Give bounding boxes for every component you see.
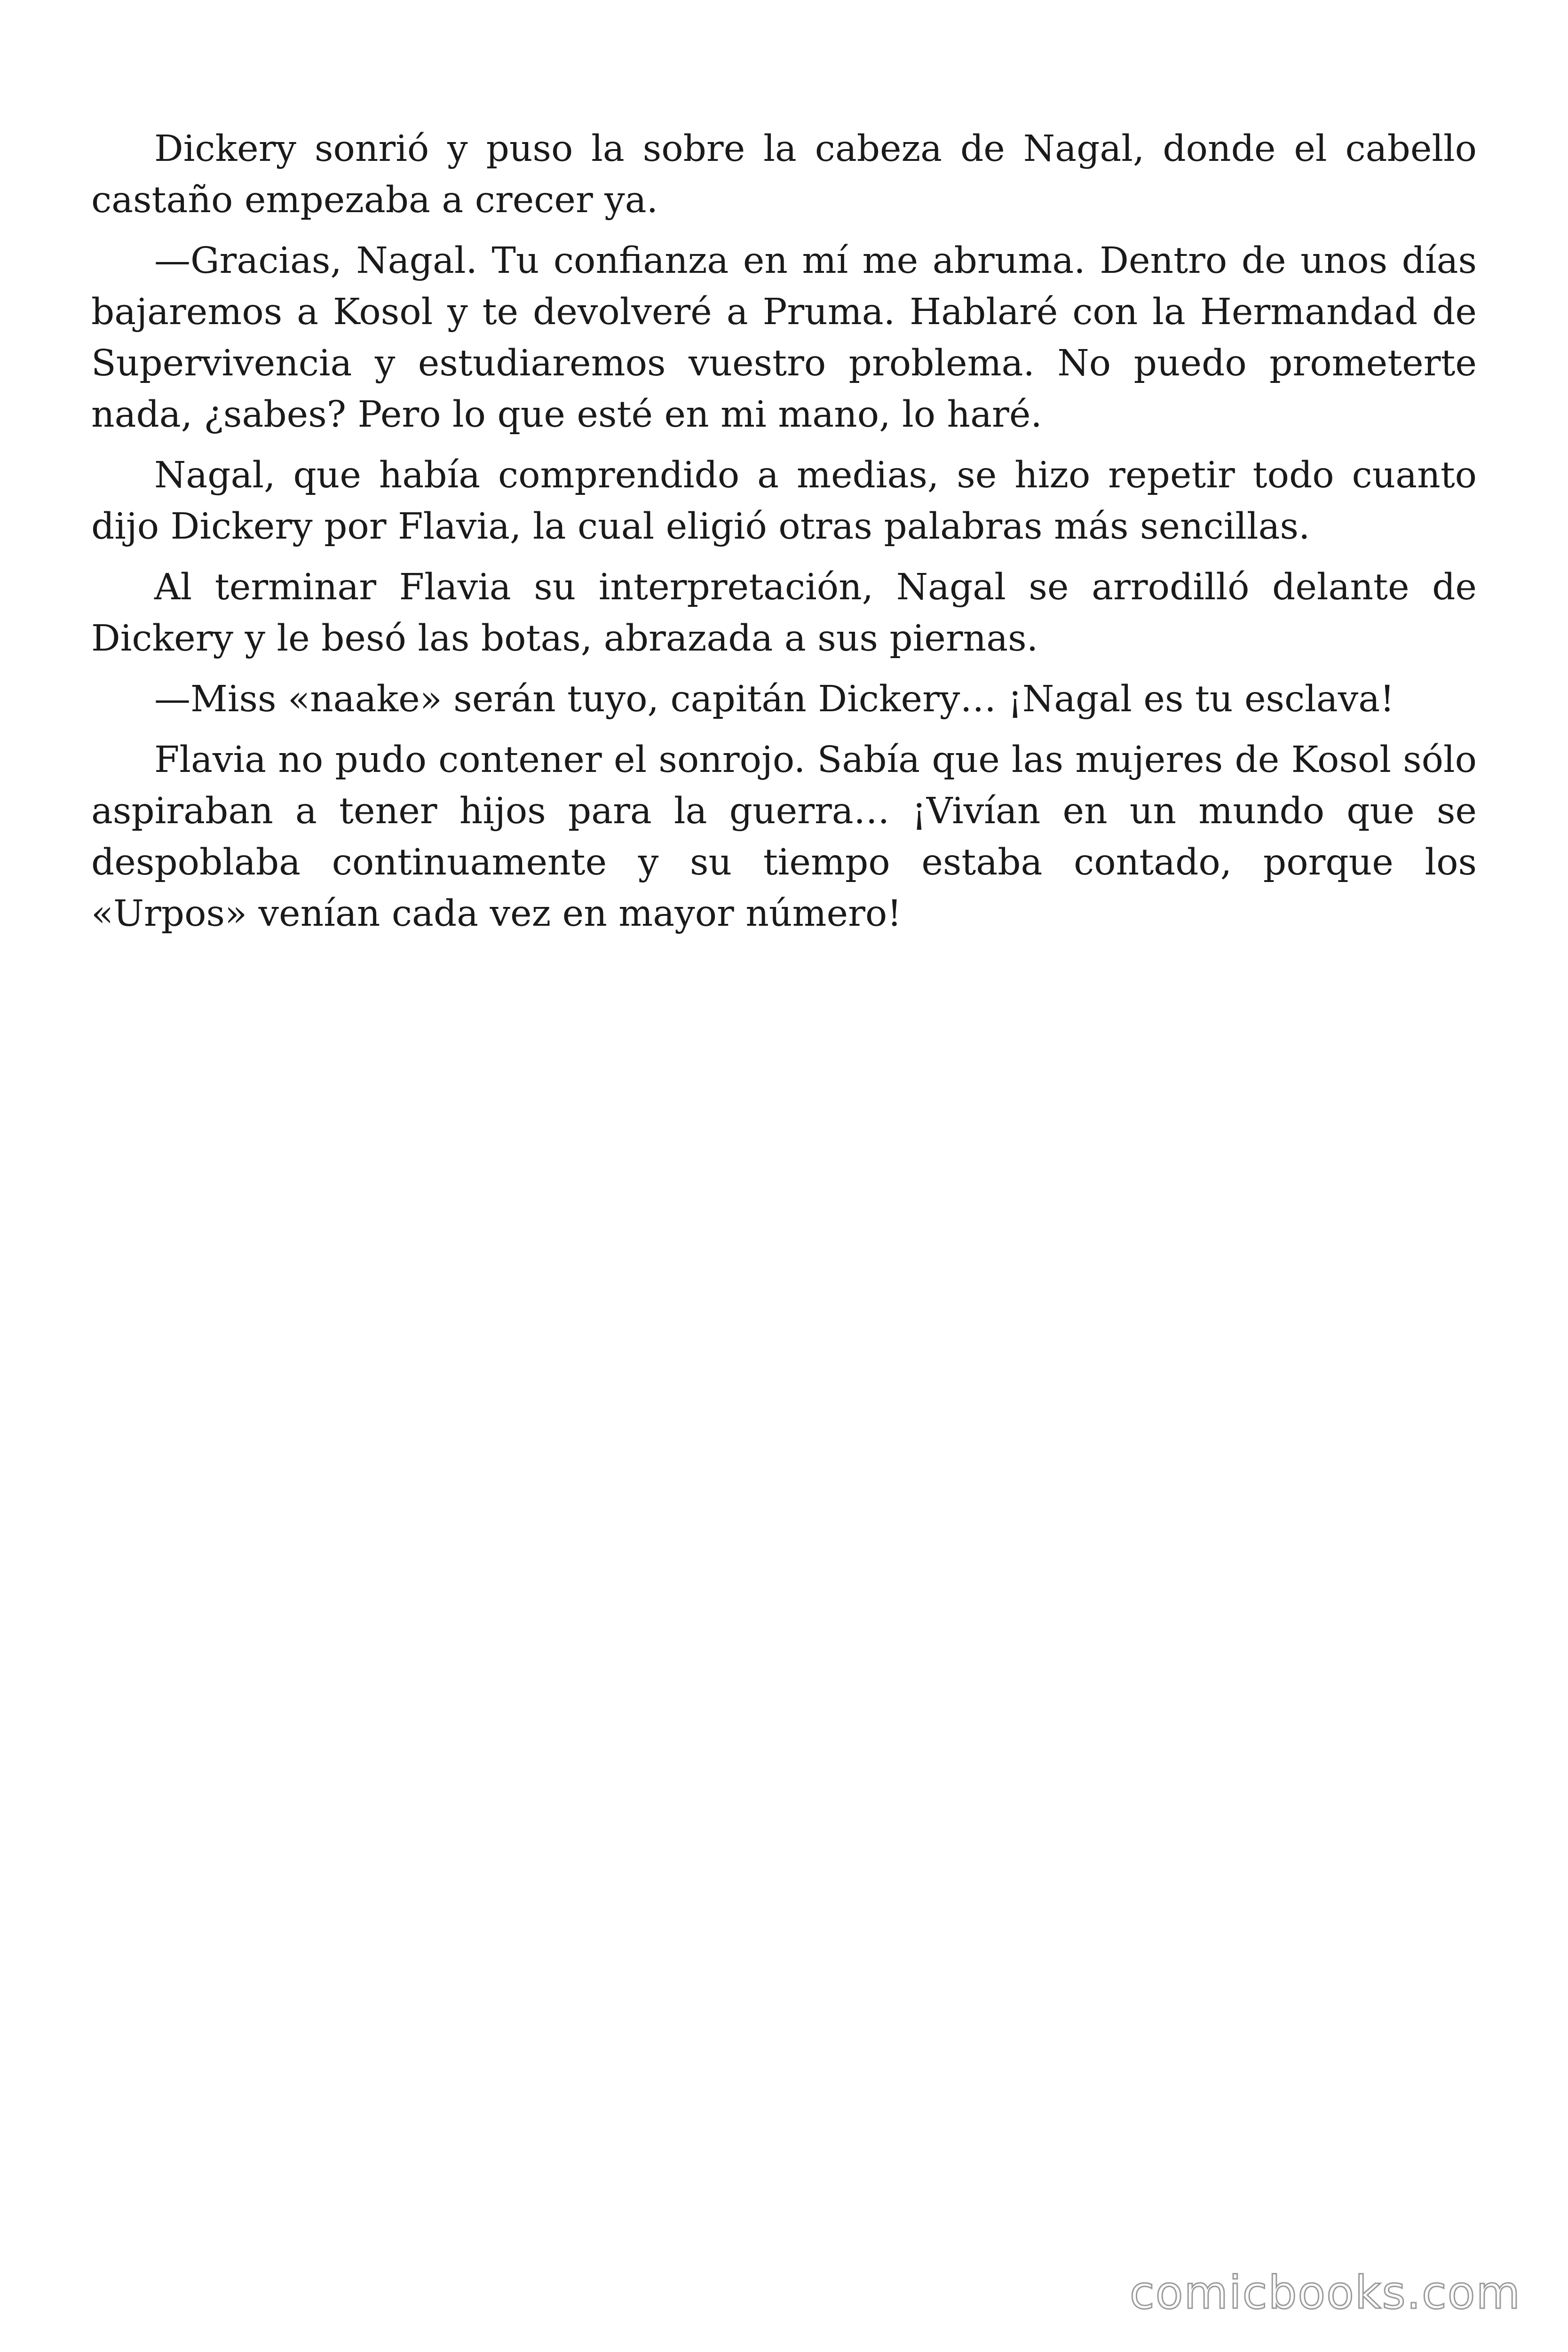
paragraph-4: Al terminar Flavia su interpretación, Nagal se arrodilló delante de Dickery y le besó las botas, abrazada a sus piernas. — [91, 566, 1477, 660]
paragraph-1: Dickery sonrió y puso la sobre la cabeza de Nagal, donde el cabello castaño empezaba a crecer ya. — [91, 128, 1477, 221]
paragraph-6: Flavia no pudo contener el sonrojo. Sabía que las mujeres de Kosol sólo aspiraban a tener hijos para la guerra… ¡Vivían en un mundo que se despoblaba continuamente y su tiempo estaba contado, porque los «Urpos» venían cada vez en mayor número! — [91, 739, 1477, 935]
paragraph-3: Nagal, que había comprendido a medias, se hizo repetir todo cuanto dijo Dickery por Flavia, la cual eligió otras palabras más sencillas. — [91, 454, 1477, 548]
paragraph-2: —Gracias, Nagal. Tu confianza en mí me abruma. Dentro de unos días bajaremos a Kosol y te devolveré a Pruma. Hablaré con la Hermandad de Supervivencia y estudiaremos vuestro problema. No puedo prometerte nada, ¿sabes? Pero lo que esté en mi mano, lo haré. — [91, 240, 1477, 436]
watermark: comicbooks.com — [1129, 2266, 1521, 2319]
body-text — [91, 123, 1477, 949]
paragraph-5: —Miss «naake» serán tuyo, capitán Dickery… ¡Nagal es tu esclava! — [154, 678, 1395, 720]
